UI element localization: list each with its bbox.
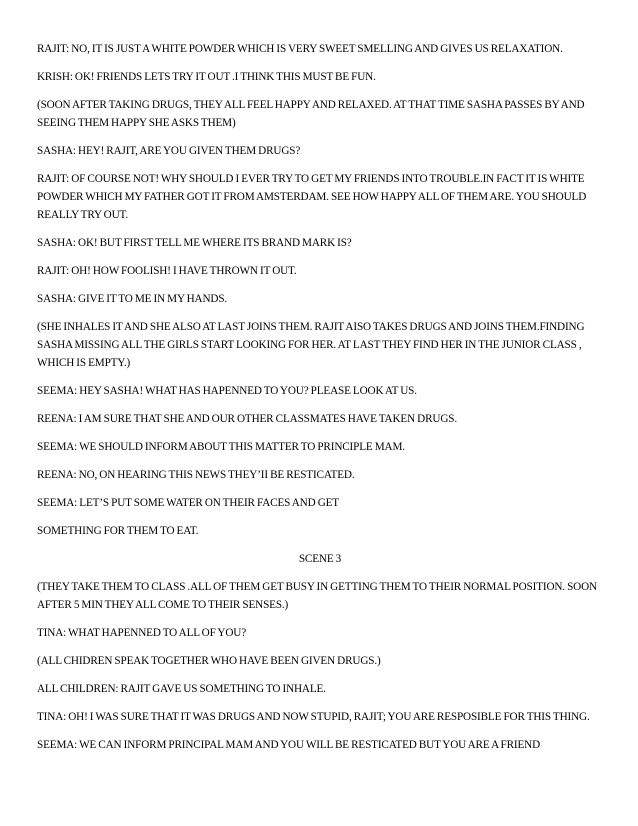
stage-direction-sasha-passes: (SOON AFTER TAKING DRUGS, THEY ALL FEEL HAPPY AND RELAXED. AT THAT TIME SASHA PASSES BY AND SEEING THEM HAPPY SHE ASKS THEM) [37,99,585,129]
dialogue-tina-what-happened: TINA: WHAT HAPENNED TO ALL OF YOU? [37,627,247,639]
dialogue-tina-responsible: TINA: OH! I WAS SURE THAT IT WAS DRUGS AND NOW STUPID, RAJIT; YOU ARE RESPOSIBLE FOR THIS THING. [37,711,590,723]
stage-direction-sasha-inhales: (SHE INHALES IT AND SHE ALSO AT LAST JOINS THEM. RAJIT AISO TAKES DRUGS AND JOINS THEM.FINDING SASHA MISSING ALL THE GIRLS START LOOKING FOR HER. AT LAST THEY FIND HER IN THE JUNIOR CLASS , WHICH IS EMPTY.) [37,321,585,369]
dialogue-seema-eat: SOMETHING FOR THEM TO EAT. [37,525,199,537]
dialogue-sasha-brand-mark: SASHA: OK! BUT FIRST TELL ME WHERE ITS BRAND MARK IS? [37,237,352,249]
script-text [37,40,603,764]
dialogue-sasha-give-it: SASHA: GIVE IT TO ME IN MY HANDS. [37,293,228,305]
dialogue-reena-resticated: REENA: NO, ON HEARING THIS NEWS THEY’II BE RESTICATED. [37,469,355,481]
dialogue-rajit-amsterdam: RAJIT: OF COURSE NOT! WHY SHOULD I EVER TRY TO GET MY FRIENDS INTO TROUBLE.IN FACT IT IS WHITE POWDER WHICH MY FATHER GOT IT FROM AMSTERDAM. SEE HOW HAPPY ALL OF THEM ARE. YOU SHOULD REALLY TRY OUT. [37,173,587,221]
dialogue-seema-water: SEEMA: LET’S PUT SOME WATER ON THEIR FACES AND GET [37,497,339,509]
dialogue-rajit-white-powder: RAJIT: NO, IT IS JUST A WHITE POWDER WHICH IS VERY SWEET SMELLING AND GIVES US RELAXATION. [37,43,563,55]
stage-direction-children-speak: (ALL CHIDREN SPEAK TOGETHER WHO HAVE BEEN GIVEN DRUGS.) [37,655,381,667]
dialogue-all-children: ALL CHILDREN: RAJIT GAVE US SOMETHING TO INHALE. [37,683,326,695]
stage-direction-take-to-class: (THEY TAKE THEM TO CLASS .ALL OF THEM GET BUSY IN GETTING THEM TO THEIR NORMAL POSITION. SOON AFTER 5 MIN THEY ALL COME TO THEIR SENSES.) [37,581,597,611]
dialogue-seema-inform: SEEMA: WE SHOULD INFORM ABOUT THIS MATTER TO PRINCIPLE MAM. [37,441,405,453]
dialogue-reena-sure: REENA: I AM SURE THAT SHE AND OUR OTHER CLASSMATES HAVE TAKEN DRUGS. [37,413,457,425]
dialogue-rajit-thrown-out: RAJIT: OH! HOW FOOLISH! I HAVE THROWN IT OUT. [37,265,297,277]
dialogue-seema-hey-sasha: SEEMA: HEY SASHA! WHAT HAS HAPENNED TO YOU? PLEASE LOOK AT US. [37,385,417,397]
dialogue-seema-friend: SEEMA: WE CAN INFORM PRINCIPAL MAM AND YOU WILL BE RESTICATED BUT YOU ARE A FRIEND [37,739,541,751]
scene-heading: SCENE 3 [298,553,342,565]
dialogue-sasha-question: SASHA: HEY! RAJIT, ARE YOU GIVEN THEM DRUGS? [37,145,301,157]
dialogue-krish-try-it: KRISH: OK! FRIENDS LETS TRY IT OUT .I THINK THIS MUST BE FUN. [37,71,376,83]
